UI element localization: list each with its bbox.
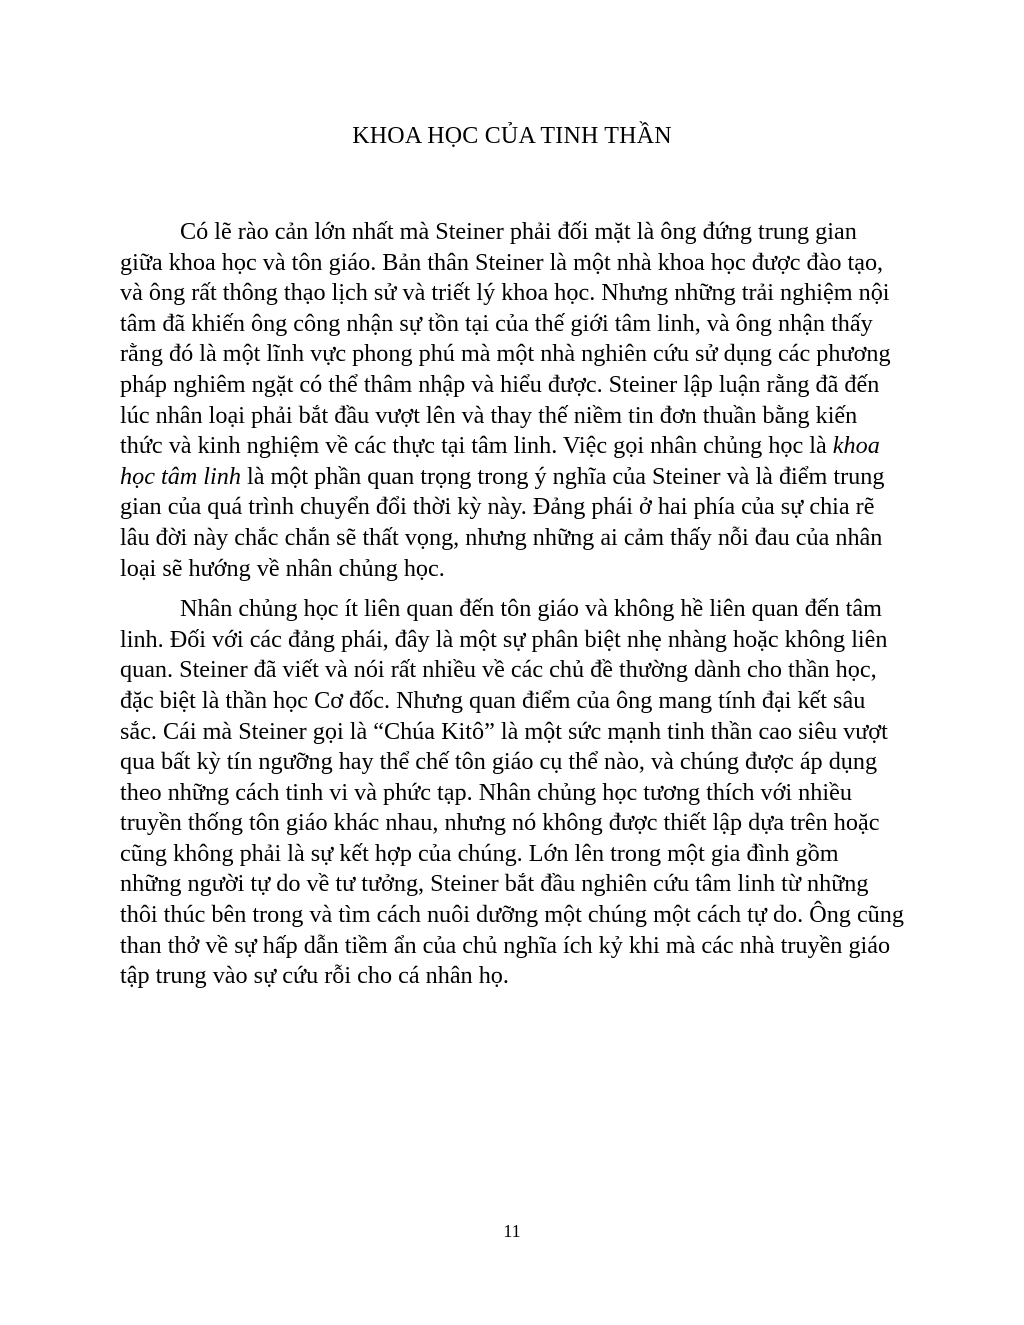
page-number: 11: [503, 1221, 521, 1241]
paragraph-1-text-start: Có lẽ rào cản lớn nhất mà Steiner phải đối mặt là ông đứng trung gian giữa khoa học và tôn giáo. Bản thân Steiner là một nhà khoa học được đào tạo, và ông rất thông thạo lịch sử và triết lý khoa học. Nhưng những trải nghiệm nội tâm đã khiến ông công nhận sự tồn tại của thế giới tâm linh, và ông nhận thấy rằng đó là một lĩnh vực phong phú mà một nhà nghiên cứu sử dụng các phương pháp nghiêm ngặt có thể thâm nhập và hiểu được. Steiner lập luận rằng đã đến lúc nhân loại phải bắt đầu vượt lên và thay thế niềm tin đơn thuần bằng kiến thức và kinh nghiệm về các thực tại tâm linh. Việc gọi nhân chủng học là: [120, 218, 891, 460]
page-title: KHOA HỌC CỦA TINH THẦN: [352, 123, 672, 149]
paragraph-1: [120, 217, 905, 584]
paragraph-2: Nhân chủng học ít liên quan đến tôn giáo và không hề liên quan đến tâm linh. Đối với các đảng phái, đây là một sự phân biệt nhẹ nhàng hoặc không liên quan. Steiner đã viết và nói rất nhiều về các chủ đề thường dành cho thần học, đặc biệt là thần học Cơ đốc. Nhưng quan điểm của ông mang tính đại kết sâu sắc. Cái mà Steiner gọi là “Chúa Kitô” là một sức mạnh tinh thần cao siêu vượt qua bất kỳ tín ngưỡng hay thể chế tôn giáo cụ thể nào, và chúng được áp dụng theo những cách tinh vi và phức tạp. Nhân chủng học tương thích với nhiều truyền thống tôn giáo khác nhau, nhưng nó không được thiết lập dựa trên hoặc cũng không phải là sự kết hợp của chúng. Lớn lên trong một gia đình gồm những người tự do về tư tưởng, Steiner bắt đầu nghiên cứu tâm linh từ những thôi thúc bên trong và tìm cách nuôi dưỡng một chúng một cách tự do. Ông cũng than thở về sự hấp dẫn tiềm ẩn của chủ nghĩa ích kỷ khi mà các nhà truyền giáo tập trung vào sự cứu rỗi cho cá nhân họ.: [120, 595, 904, 990]
paragraph-1-text-end: là một phần quan trọng trong ý nghĩa của Steiner và là điểm trung gian của quá trình chuyển đổi thời kỳ này. Đảng phái ở hai phía của sự chia rẽ lâu đời này chắc chắn sẽ thất vọng, nhưng những ai cảm thấy nỗi đau của nhân loại sẽ hướng về nhân chủng học.: [120, 462, 885, 582]
paragraph-1-italic-term: khoa học tâm linh: [120, 432, 880, 490]
body-text: [120, 217, 905, 992]
